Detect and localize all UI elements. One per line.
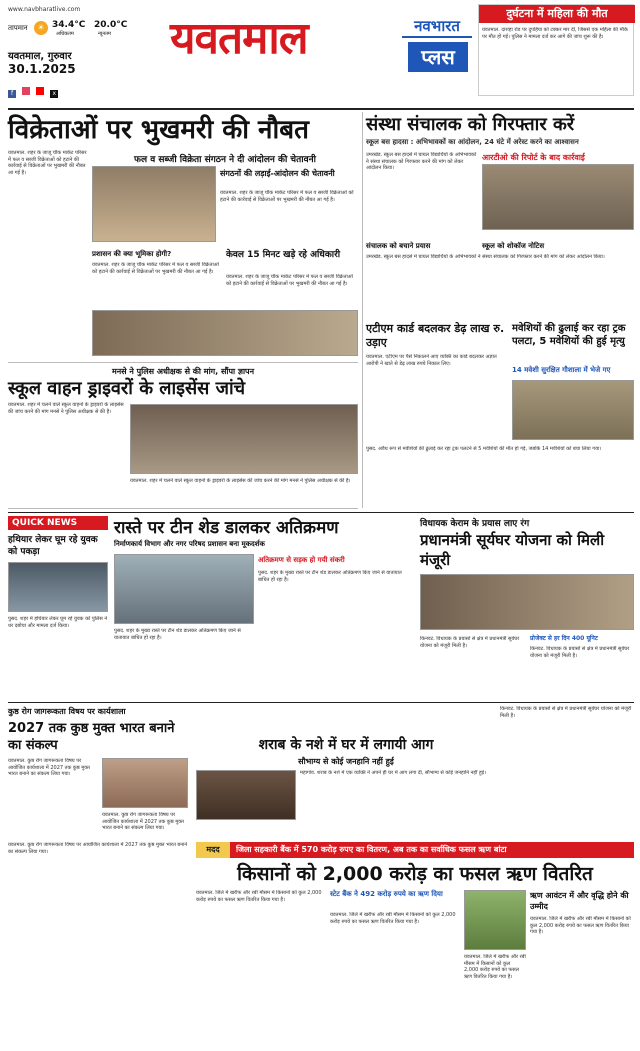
sun-icon: ☀	[34, 21, 48, 35]
weather-widget	[8, 20, 158, 42]
cattle-box: 14 मवेशी सुरक्षित गौशाला में भेजे गए	[512, 366, 611, 374]
lead-body-col	[8, 150, 88, 306]
social-icons	[8, 80, 58, 97]
weather-label: तापमान	[8, 24, 28, 32]
institution-body: उमरखेड. स्कूल बस हादसे में घायल विद्यार्थियों के अभिभावकों ने संस्था संचालक को गिरफ्तार करने की मांग को लेकर आंदोलन किया।	[366, 152, 477, 172]
shed-headline: रास्ते पर टीन शेड डालकर अतिक्रमण	[114, 518, 339, 538]
leprosy-headline: 2027 तक कुष्ठ मुक्त भारत बनाने का संकल्प	[8, 721, 175, 753]
surya-strap: विधायक केराम के प्रयास लाए रंग	[420, 519, 530, 529]
atm-headline: एटीएम कार्ड बदलकर डेढ़ लाख रु. उड़ाए	[366, 322, 505, 349]
lead-divider	[8, 362, 358, 363]
shed-photo	[114, 554, 254, 624]
cattle-body: पुसद. अवैध रूप से मवेशियों की ढुलाई कर रहा ट्रक पलटने से 5 मवेशियों की मौत हो गई, जबकि 14 मवेशियों को बचा लिया गया।	[366, 446, 602, 452]
institution-photo	[482, 164, 634, 230]
bank-strap-text: जिला सहकारी बैंक में 570 करोड़ रुपए का वितरण, अब तक का सर्वाधिक फसल ऋण बांटा	[236, 845, 507, 854]
quick-news-headline: हथियार लेकर घूम रहे युवक को पकड़ा	[8, 535, 98, 557]
cattle-photo	[512, 380, 634, 440]
mns-body-2: यवतमाल. शहर में चलने वाले स्कूल वाहनों के ड्राइवरों के लाइसेंस की जांच करने की मांग मनसे ने पुलिस अधीक्षक से की है।	[130, 478, 351, 484]
temp-max-label: अधिकतम	[56, 31, 74, 37]
institution-headline: संस्था संचालक को गिरफ्तार करें	[366, 114, 575, 135]
youtube-icon[interactable]	[36, 87, 44, 95]
atm-story	[366, 322, 506, 442]
col-divider	[362, 112, 363, 508]
bank-photo	[464, 890, 526, 950]
atm-body: यवतमाल. एटीएम पर पैसे निकालने आए व्यक्ति का कार्ड बदलकर अज्ञात आरोपी ने खाते से डेढ़ लाख रुपये निकाल लिए।	[366, 354, 497, 367]
institution-body-2: उमरखेड. स्कूल बस हादसे में घायल विद्यार्थियों के अभिभावकों ने संस्था संचालक को गिरफ्तार करने की मांग को लेकर आंदोलन किया।	[366, 254, 605, 260]
row3-divider	[8, 512, 634, 513]
lead-headline: विक्रेताओं पर भुखमरी की नौबत	[8, 115, 309, 145]
surya-box: प्रोजेक्ट से हर दिन 400 यूनिट	[530, 635, 598, 642]
x-icon[interactable]: x	[50, 90, 58, 98]
quote-body: यवतमाल. शहर के जाजू चौक मार्केट परिसर में फल व सब्जी विक्रेताओं को हटाने की कार्रवाई से विक्रेताओं पर भुखमरी की नौबत आ गई है।	[220, 190, 354, 203]
lead-box-2-body: यवतमाल. शहर के जाजू चौक मार्केट परिसर में फल व सब्जी विक्रेताओं को हटाने की कार्रवाई से विक्रेताओं पर भुखमरी की नौबत आ गई है।	[226, 274, 353, 287]
bank-box-1: स्टेट बैंक ने 492 करोड़ रुपये का ऋण दिया	[330, 890, 443, 898]
lead-box-1-body: यवतमाल. शहर के जाजू चौक मार्केट परिसर में फल व सब्जी विक्रेताओं को हटाने की कार्रवाई से विक्रेताओं पर भुखमरी की नौबत आ गई है।	[92, 262, 219, 275]
surya-body: किनवट. विधायक के प्रयासों से क्षेत्र में प्रधानमंत्री सूर्यघर योजना को मंजूरी मिली है।	[420, 636, 520, 649]
mns-body: यवतमाल. शहर में चलने वाले स्कूल वाहनों के ड्राइवरों के लाइसेंस की जांच करने की मांग मनसे ने पुलिस अधीक्षक से की है।	[8, 402, 124, 415]
lead-box-1-title: प्रशासन की क्या भूमिका होगी?	[92, 250, 172, 258]
lead-box-1	[92, 250, 222, 308]
website-url[interactable]: www.navbharatlive.com	[8, 6, 81, 13]
masthead-divider	[8, 108, 634, 110]
fire-subhead: सौभाग्य से कोई जनहानि नहीं हुई	[298, 757, 394, 766]
lead-body: यवतमाल. शहर के जाजू चौक मार्केट परिसर में फल व सब्जी विक्रेताओं को हटाने की कार्रवाई से विक्रेताओं पर भुखमरी की नौबत आ गई है।	[8, 150, 87, 176]
lead-photo	[92, 166, 216, 242]
instagram-icon[interactable]	[22, 87, 30, 95]
city-day: यवतमाल, गुरुवार	[8, 51, 72, 62]
quote-box	[220, 168, 358, 244]
cattle-headline: मवेशियों की ढुलाई कर रहा ट्रक पलटा, 5 मवेशियों की हुई मृत्यु	[512, 323, 626, 347]
cattle-top	[512, 322, 634, 442]
shed-body: पुसद. शहर के मुख्य रास्ते पर टीन शेड डालकर अतिक्रमण किए जाने से यातायात बाधित हो रहा है।	[258, 570, 402, 583]
bank-body-4: यवतमाल. जिले में खरीफ और रबी मौसम में किसानों को कुल 2,000 करोड़ रुपये का फसल ऋण वितरित किया गया है।	[464, 954, 526, 980]
institution-subhead: स्कूल बस हादसा : अभिभावकों का आंदोलन, 24 घंटे में अरेस्ट करने का आश्वासन	[366, 138, 579, 146]
quick-news-photo	[8, 562, 108, 612]
brand-top: नवभारत	[402, 16, 472, 38]
mns-headline: स्कूल वाहन ड्राइवरों के लाइसेंस जांचे	[8, 378, 246, 399]
lead-box-2-title: केवल 15 मिनट खड़े रहे अधिकारी	[226, 250, 341, 260]
bank-strap-label: मदद	[196, 842, 230, 858]
lead-photo-2	[92, 310, 358, 356]
bank-strap-bar	[196, 842, 634, 858]
brand-bottom: प्लस	[408, 42, 468, 72]
shed-subhead: निर्माणकार्य विभाग और नगर परिषद प्रशासन बना मूकदर्शक	[114, 540, 265, 548]
leprosy-photo	[102, 758, 188, 808]
issue-date: 30.1.2025	[8, 62, 76, 76]
masthead-title: यवतमाल	[170, 13, 308, 64]
mns-divider	[8, 508, 358, 509]
quote-title: संगठनों की लड़ाई-आंदोलन की चेतावनी	[220, 169, 335, 178]
mns-strap: मनसे ने पुलिस अधीक्षक से की मांग, सौंपा ज्ञापन	[111, 367, 255, 376]
fire-headline: शराब के नशे में घर में लगायी आग	[258, 737, 434, 753]
shed-body-2: पुसद. शहर के मुख्य रास्ते पर टीन शेड डालकर अतिक्रमण किए जाने से यातायात बाधित हो रहा है।	[114, 628, 241, 641]
lead-box-2	[226, 250, 358, 308]
bank-body-2: यवतमाल. जिले में खरीफ और रबी मौसम में किसानों को कुल 2,000 करोड़ रुपये का फसल ऋण वितरित किया गया है।	[330, 912, 456, 925]
leprosy-body-3: यवतमाल. कुष्ठ रोग जागरूकता विषय पर आयोजित कार्यशाला में 2027 तक कुष्ठ मुक्त भारत बनाने का संकल्प लिया गया।	[8, 842, 188, 855]
top-right-body: यवतमाल. दारव्हा रोड पर दुपहिया को टक्कर मार दी, जिससे एक महिला की मौके पर मौत हो गई। पुलिस ने मामला दर्ज कर आगे की जांच शुरू की है।	[482, 27, 628, 40]
temp-min: 20.0°C	[94, 20, 128, 30]
surya-photo	[420, 574, 634, 630]
temp-max: 34.4°C	[52, 20, 86, 30]
row4-divider	[8, 702, 634, 703]
shed-box: अतिक्रमण से सड़क हो गयी संकरी	[258, 556, 345, 564]
leprosy-body-2: यवतमाल. कुष्ठ रोग जागरूकता विषय पर आयोजित कार्यशाला में 2027 तक कुष्ठ मुक्त भारत बनाने का संकल्प लिया गया।	[102, 812, 184, 832]
fire-body: महागांव. शराब के नशे में एक व्यक्ति ने अपने ही घर में आग लगा दी, सौभाग्य से कोई जनहानि नहीं हुई।	[300, 770, 486, 776]
institution-cap-2: स्कूल को शोकॉज नोटिस	[482, 242, 545, 250]
bank-body: यवतमाल. जिले में खरीफ और रबी मौसम में किसानों को कुल 2,000 करोड़ रुपये का फसल ऋण वितरित किया गया है।	[196, 890, 322, 903]
bank-box-2: ऋण आवंटन में और वृद्धि होने की उम्मीद	[530, 891, 629, 911]
institution-box: आरटीओ की रिपोर्ट के बाद कार्रवाई	[482, 153, 585, 162]
surya-headline: प्रधानमंत्री सूर्यघर योजना को मिली मंजूरी	[420, 531, 605, 569]
temp-min-label: न्यूनतम	[98, 31, 111, 37]
facebook-icon[interactable]: f	[8, 90, 16, 98]
leprosy-strap: कुष्ठ रोग जागरूकता विषय पर कार्यशाला	[8, 707, 126, 716]
bank-body-3: यवतमाल. जिले में खरीफ और रबी मौसम में किसानों को कुल 2,000 करोड़ रुपये का फसल ऋण वितरित किया गया है।	[530, 916, 631, 936]
leprosy-body: यवतमाल. कुष्ठ रोग जागरूकता विषय पर आयोजित कार्यशाला में 2027 तक कुष्ठ मुक्त भारत बनाने का संकल्प लिया गया।	[8, 758, 90, 778]
bank-headline: किसानों को 2,000 करोड़ का फसल ऋण वितरित	[237, 863, 593, 885]
top-right-brief	[478, 4, 634, 96]
quick-news-body: पुसद. शहर में हथियार लेकर घूम रहे युवक को पुलिस ने धर दबोचा और मामला दर्ज किया।	[8, 616, 108, 629]
quick-news-label: QUICK NEWS	[8, 516, 108, 530]
mns-photo	[130, 404, 358, 474]
institution-cap-1: संचालक को बचाने प्रयास	[366, 242, 431, 250]
surya-body-2: किनवट. विधायक के प्रयासों से क्षेत्र में प्रधानमंत्री सूर्यघर योजना को मंजूरी मिली है।	[530, 646, 630, 659]
lead-subhead: फल व सब्जी विक्रेता संगठन ने दी आंदोलन की चेतावनी	[134, 155, 316, 165]
surya-body-3: किनवट. विधायक के प्रयासों से क्षेत्र में प्रधानमंत्री सूर्यघर योजना को मंजूरी मिली है।	[500, 706, 632, 719]
top-right-headline: दुर्घटना में महिला की मौत	[479, 5, 635, 23]
fire-photo	[196, 770, 296, 820]
